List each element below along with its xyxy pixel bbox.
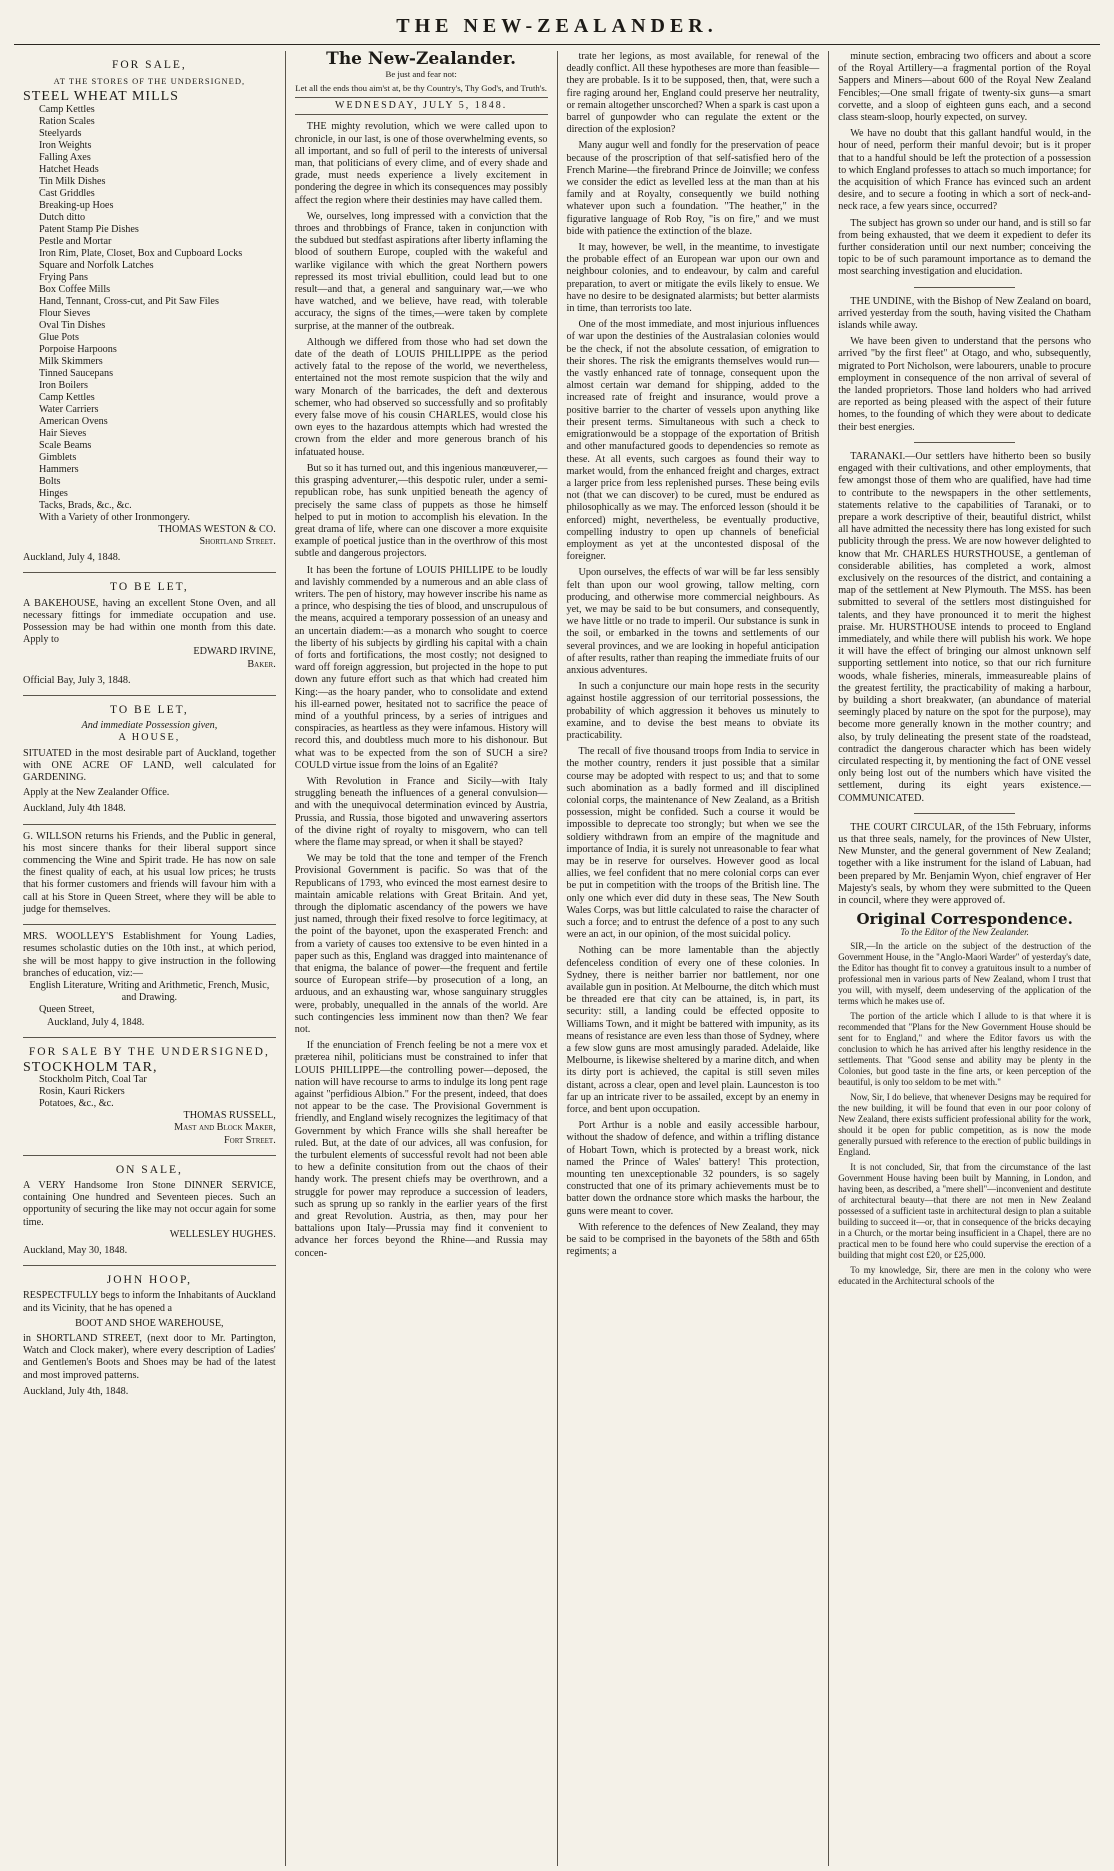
ad-item: Iron Weights (39, 139, 92, 151)
ad-heading: TO BE LET, (110, 704, 189, 717)
paragraph: It may, however, be well, in the meantime, to investigate the probable effect of an European war upon our own and neighbour colonies, and to endeavour, by calm and careful preparation, to avert or mitigate the evils likely to ensue. We have no desire to be designated alarmists; but better alarmists in time, than terrorists too late. (566, 242, 820, 315)
divider (914, 287, 1015, 288)
paragraph: With reference to the defences of New Zealand, they may be said to be comprised in the bayonets of the 58th and 65th regiments; a (566, 1221, 820, 1258)
ad-body: A BAKEHOUSE, having an excellent Stone Oven, and all necessary fittings for immediate occupation and use. Possession may be had within one month from this date. Apply to (23, 597, 276, 646)
ad-item: Patent Stamp Pie Dishes (39, 223, 139, 235)
ad-subjects: English Literature, Writing and Arithmetic, French, Music, and Drawing. (29, 979, 270, 1004)
ad-item: Stockholm Pitch, Coal Tar (39, 1074, 147, 1086)
ad-signer: WELLESLEY HUGHES. (169, 1228, 276, 1240)
dateline: WEDNESDAY, JULY 5, 1848. (295, 97, 548, 115)
column-advertisements (14, 51, 285, 1866)
editorial-conclusion (838, 51, 1091, 279)
ad-heading: ON SALE, (115, 1163, 183, 1176)
ad-heading: JOHN HOOP, (106, 1274, 192, 1287)
ad-role: Baker. (247, 658, 276, 670)
paragraph: THE mighty revolution, which we were called upon to chronicle, in our last, is one of those overwhelming events, so all important, and so full of peril to the interests of universal man, that politicians of every clime, and of every shade and grade, must needs experience a lively excitement in pondering the degree in which its consequences may possibly affect the region where their destinies may have called them. (294, 121, 548, 206)
paragraph: Many augur well and fondly for the preservation of peace because of the proscription of that self-satisfied hero of the French Marine—the firebrand Prince de Joinville; we confess we consider the edict as levelled less at the man than at his family and at Royalty, consequently we build nothing whatever upon such a foundation. "The heather," in the figurative language of Rob Roy, "is on fire," and we must bide with patience the extinction of the blaze. (566, 140, 820, 237)
paragraph: To my knowledge, Sir, there are men in the colony who were educated in the Architectural schools of the (838, 1265, 1091, 1287)
ad-item: Iron Rim, Plate, Closet, Box and Cupboard Locks (39, 247, 243, 259)
ad-item: Dutch ditto (39, 211, 86, 223)
ad-date: Auckland, July 4, 1848. (23, 552, 121, 564)
masthead (14, 8, 1100, 45)
ad-item: Potatoes, &c., &c. (39, 1098, 114, 1110)
ad-date: Auckland, May 30, 1848. (23, 1244, 128, 1256)
paragraph: With Revolution in France and Sicily—with Italy struggling beneath the influences of a general convulsion—and with the unequivocal determination evinced by Austria, Prussia, and Russia, those bigoted and unwavering assertors of the divine right of royalty to misgovern, who can tell where the flame may spread, or when it shall be stayed? (294, 775, 548, 848)
paragraph: Upon ourselves, the effects of war will be far less sensibly felt than upon our wool growing, tallow melting, corn producing, and otherwise more commercial neighbours. As yet, we may be said to be but consumers, and consequently, we have little or no trade to imperil. Our substance is sunk in the soil, or embarked in the towns and settlements of our several provinces, and we are looking in hopeful anticipation of after results, rather than reaping the immediate fruits of our anxious adventures. (566, 567, 820, 676)
ad-item: Square and Norfolk Latches (39, 259, 154, 271)
ad-signer: EDWARD IRVINE, (193, 646, 276, 658)
paragraph: In such a conjuncture our main hope rests in the security against hostile aggression of our territorial possessions, the probability of which aggression it behoves us minutely to examine, and to devise the best means to obviate its practicability. (566, 681, 820, 741)
ad-item: American Ovens (39, 415, 108, 427)
ad-item: Scale Beams (39, 439, 92, 451)
ad-role: Mast and Block Maker, (174, 1122, 276, 1134)
ad-body: SITUATED in the most desirable part of Auckland, together with ONE ACRE OF LAND, well calculated for GARDENING. (23, 747, 276, 784)
ad-item: Flour Sieves (39, 307, 91, 319)
correspondence-addressee: To the Editor of the New Zealander. (900, 927, 1029, 938)
ad-to-let-bakehouse (23, 573, 276, 696)
column-editorial (285, 51, 557, 1866)
correspondence-heading: Original Correspondence. (856, 910, 1073, 929)
ad-heading: FOR SALE BY THE UNDERSIGNED, (28, 1045, 270, 1058)
ad-date: Official Bay, July 3, 1848. (23, 674, 131, 686)
news-undine (838, 296, 1091, 434)
ad-date: Auckland, July 4, 1848. (47, 1016, 145, 1028)
ad-lead: STEEL WHEAT MILLS (23, 89, 179, 105)
paragraph: Port Arthur is a noble and easily accessible harbour, without the shadow of defence, and within a trifling distance of Hobart Town, which is protected by a breast work, nick named the Prince of Wales' battery! This protection, mounting ten unexceptionable 32 pounders, is so sagely constructed that one of its primary achievements must be to batter down the ordnance store which masks the harbour, the guns were meant to cover. (566, 1120, 820, 1217)
ad-item: Tacks, Brads, &c., &c. (39, 499, 132, 511)
ad-item: Cast Griddles (39, 187, 95, 199)
ad-willson (23, 825, 276, 925)
ad-item: Milk Skimmers (39, 355, 103, 367)
ad-item: Camp Kettles (39, 391, 95, 403)
paragraph: THE UNDINE, with the Bishop of New Zealand on board, arrived yesterday from the south, having visited the Chatham islands while away. (838, 295, 1091, 332)
ad-item: Pestle and Mortar (39, 235, 112, 247)
ad-address: Queen Street, (39, 1004, 95, 1016)
ad-item: Tin Milk Dishes (39, 175, 106, 187)
paragraph: We may be told that the tone and temper of the French Provisional Government is pacific. So was that of the Republicans of 1793, who evinced the most earnest desire to maintain amicable relations with Great Britain. And yet, through the diplomatic ascendancy of the powers we have just named, through their fixed resolve to force legitimacy, at the point of the bayonet, upon the exasperated French: and from a variety of causes too extensive to be even hinted in a paper such as this, England was dragged into maintenance of that enigma, the balance of power—the frequent and fertile source of European strife—by prosecution of a long, an arduous, and an exhausting war, whose sanguinary struggles were, probably, unequalled in the annals of the world. Are such contingencies less imminent now than then? We fear not. (294, 853, 548, 1036)
news-court-circular: THE COURT CIRCULAR, of the 15th February, informs us that three seals, namely, for the provinces of New Ulster, New Munster, and the general government of New Zealand; together with a like instrument for the island of Labuan, had been prepared by Mr. Benjamin Wyon, chief engraver of Her Majesty's seals, by whom they were submitted to the Queen in council, where they were approved of. (838, 821, 1091, 906)
ad-item: Rosin, Kauri Rickers (39, 1086, 125, 1098)
ad-item: Oval Tin Dishes (39, 319, 106, 331)
motto-line-1: Be just and fear not: (385, 69, 457, 80)
ad-woolley (23, 925, 276, 1038)
paragraph: The subject has grown so under our hand, and is still so far from being exhausted, that we deem it expedient to defer its further consideration until our next number; conceiving the topic to be of such paramount importance as to demand the most searching investigation and elucidation. (838, 217, 1091, 278)
paper-name: The New-Zealander. (326, 51, 517, 69)
ad-body: RESPECTFULLY begs to inform the Inhabitants of Auckland and its Vicinity, that he has opened a (23, 1290, 276, 1314)
ad-address: Shortland Street. (199, 536, 276, 548)
ad-item-list (23, 1074, 276, 1110)
paragraph: We have been given to understand that the persons who arrived "by the first fleet" at Otago, and who, subsequently, migrated to Port Nicholson, were labourers, unable to procure employment in consequence of the non arrival of several of the landed proprietors. Those land holders who had arrived are reported as being pleased with the aspect of their future homes, to the founding of which they were about to dedicate their best energies. (838, 336, 1091, 433)
ad-footer: With a Variety of other Ironmongery. (39, 511, 190, 523)
ad-body: A VERY Handsome Iron Stone DINNER SERVICE, containing One hundred and Seventeen pieces. Such an opportunity of securing the like may not occur again for some time. (23, 1179, 276, 1228)
divider (914, 442, 1015, 443)
ad-signer: THOMAS RUSSELL, (183, 1110, 276, 1122)
ad-item: Hammers (39, 463, 79, 475)
paragraph: It is not concluded, Sir, that from the circumstance of the last Government House having been built by Manning, in London, and having been, as described, a "mere shell"—inconvenient and destitute of architectural beauty—that there are not men in New Zealand possessed of a sufficient taste in architectural design to plan a suitable building to succeed it—or, that in consequence of the bricks decaying in a Church, or the mortar being insufficient in a Chapel, there are no practical men to be found here who could supervise the erection of a building that might cost £20, or £25,000. (838, 1162, 1091, 1261)
paragraph: Although we differed from those who had set down the date of the death of LOUIS PHILLIPPE as the period actively fatal to the repose of the world, we nevertheless, entertained not the most remote suspicion that the wily and wary Monarch of the barricades, the deft and dexterous schemer, who had observed so successfully and so profitably every false move of his cousin CHARLES, would close his own eyes to the hazardous attempts which had wrested the crown from the elder and more generous branch of his infatuated house. (294, 336, 548, 458)
ad-body-2: in SHORTLAND STREET, (next door to Mr. Partington, Watch and Clock maker), where every description of Ladies' and Gentlemen's Boots and Shoes may be had of the latest and most improved patterns. (23, 1332, 276, 1381)
ad-john-hoop (23, 1266, 276, 1406)
ad-date: Auckland, July 4th 1848. (23, 803, 126, 815)
ad-item: Porpoise Harpoons (39, 343, 117, 355)
ad-item: Camp Kettles (39, 103, 95, 115)
ad-item: Water Carriers (39, 403, 99, 415)
ad-heading: TO BE LET, (110, 581, 189, 594)
paragraph: We have no doubt that this gallant handful would, in the hour of need, perform their manful devoir; but is it proper that to a handful should be left the protection of a possession to which England professes to attach so much importance; for the acquisition of which France has evinced such an ardent desire, and to secure a footing in which a sort of neck-and-neck race, a few years since, occurred? (838, 128, 1091, 213)
column-editorial-continued (557, 51, 829, 1866)
ad-item: Tinned Saucepans (39, 367, 114, 379)
ad-item: Iron Boilers (39, 379, 88, 391)
ad-item: Hand, Tennant, Cross-cut, and Pit Saw Files (39, 295, 219, 307)
paragraph: But so it has turned out, and this ingenious manœuverer,—this grasping adventurer,—this despotic ruler, under a semi-republican robe, has sunk unpitied beneath the agency of precisely the same class of puppets as those he himself helped to put in motion to accomplish his elevation. In the great drama of life, where can one discover a more exquisite example of poetical justice than in the overthrow of this most subtle and dangerous projectors. (294, 462, 548, 560)
ad-item: Bolts (39, 475, 61, 487)
ad-item: Hinges (39, 487, 68, 499)
correspondence-body (838, 941, 1091, 1287)
ad-stockholm-tar (23, 1038, 276, 1156)
ad-item: Frying Pans (39, 271, 88, 283)
ad-subheading: And immediate Possession given, (81, 720, 218, 732)
ad-item: Falling Axes (39, 151, 91, 163)
ad-item-list (23, 104, 276, 512)
ad-item: Glue Pots (39, 331, 79, 343)
ad-body: MRS. WOOLLEY'S Establishment for Young Ladies, resumes scholastic duties on the 10th inst., at which period, she will be most happy to give instruction in the following branches of education, viz:— (23, 931, 276, 979)
ad-item: Steelyards (39, 127, 82, 139)
ad-subheading-house: A HOUSE, (118, 732, 181, 744)
ad-apply: Apply at the New Zealander Office. (23, 787, 170, 799)
columns (14, 51, 1100, 1866)
paragraph: We, ourselves, long impressed with a conviction that the throes and throbbings of France, taken in conjunction with the subdued but stedfast aspirations after liberty inflaming the blood of southern Europe, coupled with the wakeful and warlike vigilance with which the great Northern powers repressed its most trivial ebullition, could lead but to one result—and that, a general and sanguinary war,—we who have watched, and we believe, have read, with tolerable accuracy, the signs of the times,—were taken by complete surprise, at the manner of the outbreak. (294, 210, 548, 332)
paragraph: It has been the fortune of LOUIS PHILLIPE to be loudly and lavishly commended by a numerous and an able class of writers. The pen of history, may however inscribe his name as a prince, who despising the ties of blood, and unscrupulous of the means, acquired a temporary possession of an uneasy and an uncertain diadem:—as a monarch who sought to coerce the liberty of his subjects by girdling his capital with a chain of forts and fortifications, the most costly; not designed to ward off foreign aggression, but projected in the hope to put down any future effort such as that which had created him King:—as the hoary pander, who to consolidate and extend his ill-earned power, hesitated not to sacrifice the peace of mind of a youthful princess, by a series of intrigues and conspiracies, as heartless as they were infamous. History will record this, and doubtless much more to his dishonour. But what was to be expected from the son of SUCH a sire? COULD virtue issue from the loins of an Egalité? (294, 564, 548, 771)
ad-item: Hatchet Heads (39, 163, 99, 175)
paragraph: One of the most immediate, and most injurious influences of war upon the destinies of the Australasian colonies would be the check, if not the absolute cessation, of emigration to their shores. The risk the emigrants themselves would run—the vastly enhanced rate of tonnage, consequent upon the almost certain war demand for shipping, added to the increased rate of freight and insurance, would prove a positive barrier to the charter of vessels upon anything like their present terms. Simultaneous with such a check to emigrationwould be a stoppage of the exportation of British and other manufactured goods to dependencies so remote as these. At all events, such cargoes as found their way to market would, from the enhanced freight and charges, extract a larger price from less replenished purses. These being evils not (that we can discover) to be cured, must be endured as philosophically as we may. The enforced lesson (should it be enforced) might, nevertheless, be eventually productive, compelling industry to open up channels of beneficial employment as yet at the uncontested disposal of the foreigner. (566, 319, 820, 563)
ad-heading: FOR SALE, (111, 59, 187, 71)
ad-signer: THOMAS WESTON & CO. (158, 523, 276, 535)
column-news (828, 51, 1100, 1866)
paragraph: Nothing can be more lamentable than the abjectly defenceless condition of every one of these colonies. In Sydney, there is neither barrier nor battlement, nor one available gun in position. At Melbourne, the ditch which must be threaded ere that city can be attained, is, in part, its security: still, a landing could be effected opposite to Williams Town, and it might be battered with impunity, as its means of resistance are even less than those of Sydney, where a few slow guns are most amusingly paraded. Adelaide, like Melbourne, is likewise sheltered by a marine ditch, and when its dirty port is achieved, the capital is still seven miles distant, across a clear, open and level plain. Launceston is too far up an intricate river to be assailed, except by an enemy in force, and bent upon occupation. (566, 945, 820, 1116)
editorial-body (295, 121, 548, 1259)
paragraph: The recall of five thousand troops from India to service in the mother country, renders it just possible that a similar course may be adopted with respect to us; and that to some such abomination as a badly formed and ill disciplined colonial corps, the maintenance of New Zealand, as a British possession, might be confided. Such a course it would be impossible to deprecate too strongly; but when we see the soldiery withdrawn from an empire of the magnitude and importance of India, it is surely not unreasonable to fear what may be in reserve for ourselves. However good as local allies, we feel confident that no mere colonial corps can ever be put in competition with the troops of the British line. The only one which ever did duty in these seas, The New South Wales Corps, was but little calculated to raise the character of such a force; and to entrust the defence of a post to any such were an act, in our opinion, of the most suicidal policy. (566, 746, 820, 941)
masthead-title: THE NEW-ZEALANDER. (396, 14, 718, 37)
motto-line-2: Let all the ends thou aim'st at, be thy Country's, Thy God's, and Truth's. (295, 83, 547, 94)
paragraph: Now, Sir, I do believe, that whenever Designs may be required for the new building, it will be found that even in our poor colony of New Zealand, there exists sufficient professional ability for the work, should it be open for public competition, as is now the mode generally pursued with reference to the erection of public buildings in England. (838, 1092, 1091, 1158)
ad-shop: BOOT AND SHOE WAREHOUSE, (75, 1317, 224, 1329)
news-taranaki: TARANAKI.—Our settlers have hitherto been so busily engaged with their cultivations, and other employments, that few amongst those of them who are qualified, have had time to contribute to the newspapers in the other settlements, statements relative to the capabilities of Taranaki, or to prepare a work descriptive of their, beautiful district, whilst all have admitted the necessity there has long existed for such publicity through the press. We are now however delighted to know that Mr. CHARLES HURSTHOUSE, a gentleman of considerable abilities, has completed a work, almost exclusively on the resources of the district, and containing a map of the settlement at New Plymouth. The MSS. has been submitted to several of the settlers most distinguished for talents, and they have pronounced it to merit the highest praise. Mr. HURSTHOUSE intends to proceed to England immediately, and while there will publish his work. We hope it will have the effect of bringing our almost unknown self supporting settlement into notice, so that our rich furniture woods, whale fisheries, minerals, immeasureable plains of the greatest fertility, the practicability of making a harbour, by building a short breakwater, (an abundance of material seemingly placed by nature on the spot for the purpose), may become more generally known in the mother country; and also, by truly delineating the present state of the roadstead, contradict the dangerous character which has been widely circulated respecting it, by mentioning the fact of ONE vessel only being lost out of the numbers which have visited the settlement, during its eight years existence.—COMMUNICATED. (838, 450, 1091, 804)
ad-item: Box Coffee Mills (39, 283, 111, 295)
editorial-body-continued (567, 51, 820, 1259)
ad-subheading: AT THE STORES OF THE UNDERSIGNED, (53, 76, 246, 87)
paragraph: minute section, embracing two officers and about a score of the Royal Artillery—a fragmental portion of the Royal Sappers and Miners—about 600 of the Royal New Zealand Fencibles;—One small frigate of twenty-six guns—a smart corvette, and a sloop of eighteen guns each, and a second class steam-sloop, hourly expected, on survey. (838, 51, 1091, 124)
ad-item: Ration Scales (39, 115, 95, 127)
paragraph: trate her legions, as most available, for renewal of the deadly conflict. All these hypotheses are more than feasible—they are probable. Is it to be supposed, then, that, were such a fire raging around her, England could preserve her neutrality, or remain altogether unscorched? When a spark is cast upon a barrel of gunpowder who can regulate the extent or the direction of the explosion? (566, 51, 820, 136)
paragraph: The portion of the article which I allude to is that where it is recommended that "Plans for the New Government House should be sent for to England," and where the Editor favors us with the conclusion to which he has arrived after his lengthy residence in the settlements. That "Good sense and ability may be plenty in the Colonies, but good taste in the fine arts, or keen perception of the beautiful, is only too seldom to be met with." (838, 1011, 1091, 1088)
ad-dinner-service (23, 1156, 276, 1266)
paragraph: If the enunciation of French feeling be not a mere vox et præterea nihil, politicians must be constrained to infer that LOUIS PHILLIPPE—the controlling power—deposed, the nation will have recourse to arms to indulge its long pent rage against "perfidious Albion." For the present, indeed, that does not appear to be the case. The Provisional Government is friendly, and England wisely recognizes the legitimacy of that Government by which France wills she shall hereafter be ruled. But, at the date of our advices, all was confusion, for the turbulent elements of successful revolt had not been able to hew a definite consitution from out the chaos of their handy work. The present chiefs may be overthrown, and a struggle for power may reproduce a succession of leaders, such as sprung up so rankly in the earlier years of the first and great Revolution. Austria, as then, may pour her battalions upon Italy—Prussia may find it convenient to advance her forces beyond the Rhine—and Russia may concen- (294, 1040, 548, 1259)
ad-item: Breaking-up Hoes (39, 199, 114, 211)
ad-body: G. WILLSON returns his Friends, and the Public in general, his most sincere thanks for their liberal support since commencing the Wine and Spirit trade. He has now on sale the finest quality of each, at his usual low prices; he trusts that his former customers and friends will favour him with a call at his Store in Queen Street, where they will be able to judge for themselves. (23, 830, 276, 915)
divider (914, 813, 1015, 814)
ad-item: Gimblets (39, 451, 77, 463)
ad-date: Auckland, July 4th, 1848. (23, 1385, 129, 1397)
ad-for-sale-ironmongery (23, 51, 276, 573)
ad-to-let-house (23, 696, 276, 825)
paragraph: SIR,—In the article on the subject of the destruction of the Government House, in the "Anglo-Maori Warder" of yesterday's date, the Editor has thought fit to convey a gratuitous insult to a number of professional men in various parts of New Zealand, whom I trust that you will, with myself, deem undeserving of the application of the terms which he makes use of. (838, 941, 1091, 1007)
ad-lead: STOCKHOLM TAR, (23, 1059, 158, 1075)
ad-address: Fort Street. (223, 1134, 276, 1146)
ad-item: Hair Sieves (39, 427, 87, 439)
